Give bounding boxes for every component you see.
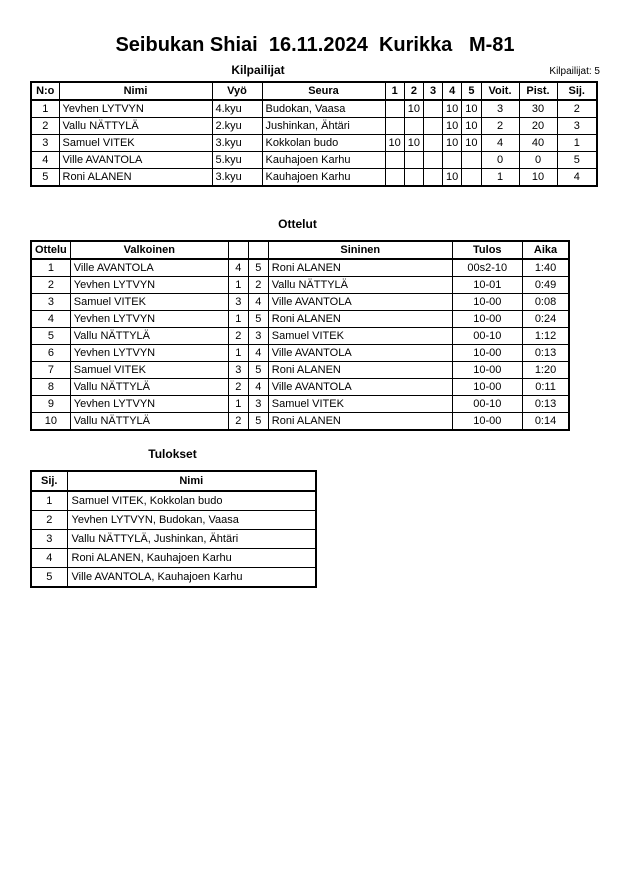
cell-result-name: Ville AVANTOLA, Kauhajoen Karhu [67, 568, 316, 588]
results-table [30, 470, 317, 588]
cell-result: 00-10 [452, 396, 522, 413]
cell-score-4: 10 [443, 118, 462, 135]
cell-voit: 3 [481, 100, 519, 118]
cell-blue-no: 4 [248, 345, 268, 362]
cell-vyo: 4.kyu [212, 100, 262, 118]
cell-voit: 0 [481, 152, 519, 169]
cell-time: 1:40 [522, 259, 569, 277]
cell-match-no: 3 [31, 294, 70, 311]
cell-time: 0:11 [522, 379, 569, 396]
cell-score-3 [424, 135, 443, 152]
header-aika: Aika [522, 241, 569, 259]
cell-match-no: 10 [31, 413, 70, 431]
cell-sij: 1 [557, 135, 597, 152]
cell-blue-no: 3 [248, 396, 268, 413]
cell-white-name: Samuel VITEK [70, 362, 228, 379]
cell-blue-no: 5 [248, 413, 268, 431]
cell-score-1 [385, 118, 404, 135]
cell-no: 2 [31, 118, 59, 135]
competitor-count-label: Kilpailijat: 5 [549, 66, 600, 77]
competitor-row [31, 100, 597, 118]
cell-result: 10-00 [452, 294, 522, 311]
cell-blue-no: 5 [248, 259, 268, 277]
cell-vyo: 3.kyu [212, 169, 262, 187]
cell-time: 0:24 [522, 311, 569, 328]
cell-nimi: Roni ALANEN [59, 169, 212, 187]
cell-time: 1:20 [522, 362, 569, 379]
cell-result-name: Vallu NÄTTYLÄ, Jushinkan, Ähtäri [67, 530, 316, 549]
cell-rank: 5 [31, 568, 67, 588]
cell-score-3 [424, 169, 443, 187]
cell-blue-name: Ville AVANTOLA [268, 345, 452, 362]
header-seura: Seura [262, 82, 385, 100]
cell-white-name: Samuel VITEK [70, 294, 228, 311]
cell-rank: 2 [31, 511, 67, 530]
cell-rank: 1 [31, 491, 67, 511]
cell-white-no: 1 [228, 345, 248, 362]
cell-white-no: 3 [228, 294, 248, 311]
cell-match-no: 8 [31, 379, 70, 396]
cell-score-2 [404, 152, 423, 169]
cell-score-5: 10 [462, 135, 481, 152]
cell-white-no: 3 [228, 362, 248, 379]
cell-blue-name: Samuel VITEK [268, 328, 452, 345]
cell-score-3 [424, 152, 443, 169]
header-ottelu: Ottelu [31, 241, 70, 259]
cell-time: 0:49 [522, 277, 569, 294]
cell-score-2: 10 [404, 135, 423, 152]
cell-result-name: Roni ALANEN, Kauhajoen Karhu [67, 549, 316, 568]
cell-seura: Jushinkan, Ähtäri [262, 118, 385, 135]
cell-sij: 3 [557, 118, 597, 135]
header-vyo: Vyö [212, 82, 262, 100]
section-title-results: Tulokset [148, 447, 197, 461]
match-row [31, 259, 569, 277]
cell-seura: Kauhajoen Karhu [262, 169, 385, 187]
cell-result: 10-00 [452, 311, 522, 328]
cell-score-4: 10 [443, 135, 462, 152]
cell-match-no: 4 [31, 311, 70, 328]
cell-white-name: Yevhen LYTVYN [70, 345, 228, 362]
results-header-row [31, 471, 316, 491]
match-row [31, 362, 569, 379]
cell-white-no: 2 [228, 328, 248, 345]
cell-score-3 [424, 100, 443, 118]
cell-white-no: 1 [228, 311, 248, 328]
header-score-1: 1 [385, 82, 404, 100]
cell-match-no: 1 [31, 259, 70, 277]
header-pist: Pist. [519, 82, 557, 100]
cell-score-5: 10 [462, 118, 481, 135]
match-row [31, 345, 569, 362]
cell-score-1: 10 [385, 135, 404, 152]
competitors-header-row [31, 82, 597, 100]
cell-result: 10-00 [452, 379, 522, 396]
cell-white-no: 4 [228, 259, 248, 277]
cell-blue-name: Roni ALANEN [268, 413, 452, 431]
cell-blue-no: 3 [248, 328, 268, 345]
result-row [31, 530, 316, 549]
header-nimi: Nimi [59, 82, 212, 100]
cell-score-1 [385, 169, 404, 187]
cell-nimi: Vallu NÄTTYLÄ [59, 118, 212, 135]
cell-seura: Budokan, Vaasa [262, 100, 385, 118]
cell-time: 0:08 [522, 294, 569, 311]
cell-vyo: 5.kyu [212, 152, 262, 169]
matches-header-row [31, 241, 569, 259]
cell-result: 10-00 [452, 345, 522, 362]
cell-blue-no: 4 [248, 294, 268, 311]
header-rank: Sij. [31, 471, 67, 491]
cell-blue-no: 5 [248, 311, 268, 328]
cell-pist: 0 [519, 152, 557, 169]
competitor-row [31, 135, 597, 152]
cell-white-name: Yevhen LYTVYN [70, 311, 228, 328]
match-row [31, 413, 569, 431]
header-sininen: Sininen [268, 241, 452, 259]
cell-time: 0:14 [522, 413, 569, 431]
header-voit: Voit. [481, 82, 519, 100]
matches-table [30, 240, 570, 431]
cell-pist: 20 [519, 118, 557, 135]
cell-score-5 [462, 169, 481, 187]
cell-white-name: Yevhen LYTVYN [70, 396, 228, 413]
cell-white-name: Ville AVANTOLA [70, 259, 228, 277]
cell-blue-name: Vallu NÄTTYLÄ [268, 277, 452, 294]
cell-result: 10-00 [452, 413, 522, 431]
cell-nimi: Ville AVANTOLA [59, 152, 212, 169]
cell-no: 1 [31, 100, 59, 118]
cell-result: 10-00 [452, 362, 522, 379]
match-row [31, 379, 569, 396]
competitors-table [30, 81, 598, 187]
cell-sij: 5 [557, 152, 597, 169]
cell-no: 5 [31, 169, 59, 187]
cell-nimi: Samuel VITEK [59, 135, 212, 152]
cell-match-no: 6 [31, 345, 70, 362]
header-valkoinen: Valkoinen [70, 241, 228, 259]
cell-blue-no: 5 [248, 362, 268, 379]
cell-voit: 2 [481, 118, 519, 135]
cell-voit: 4 [481, 135, 519, 152]
cell-score-1 [385, 152, 404, 169]
cell-match-no: 7 [31, 362, 70, 379]
cell-nimi: Yevhen LYTVYN [59, 100, 212, 118]
header-score-2: 2 [404, 82, 423, 100]
result-row [31, 511, 316, 530]
cell-score-4: 10 [443, 100, 462, 118]
cell-blue-name: Roni ALANEN [268, 259, 452, 277]
cell-no: 4 [31, 152, 59, 169]
cell-pist: 30 [519, 100, 557, 118]
cell-match-no: 9 [31, 396, 70, 413]
competitor-row [31, 169, 597, 187]
cell-score-2: 10 [404, 100, 423, 118]
cell-blue-name: Roni ALANEN [268, 362, 452, 379]
match-row [31, 328, 569, 345]
cell-white-no: 2 [228, 379, 248, 396]
cell-result: 00-10 [452, 328, 522, 345]
cell-sij: 4 [557, 169, 597, 187]
cell-score-2 [404, 169, 423, 187]
cell-result-name: Yevhen LYTVYN, Budokan, Vaasa [67, 511, 316, 530]
cell-blue-name: Roni ALANEN [268, 311, 452, 328]
match-row [31, 294, 569, 311]
header-white-no [228, 241, 248, 259]
header-result-nimi: Nimi [67, 471, 316, 491]
cell-vyo: 2.kyu [212, 118, 262, 135]
cell-score-1 [385, 100, 404, 118]
cell-voit: 1 [481, 169, 519, 187]
header-score-5: 5 [462, 82, 481, 100]
cell-time: 0:13 [522, 345, 569, 362]
cell-time: 0:13 [522, 396, 569, 413]
section-title-competitors: Kilpailijat [231, 63, 285, 77]
cell-vyo: 3.kyu [212, 135, 262, 152]
document-title: Seibukan Shiai 16.11.2024 Kurikka M-81 [115, 34, 515, 56]
cell-white-no: 2 [228, 413, 248, 431]
cell-blue-name: Ville AVANTOLA [268, 379, 452, 396]
cell-seura: Kokkolan budo [262, 135, 385, 152]
cell-white-name: Vallu NÄTTYLÄ [70, 379, 228, 396]
section-title-matches: Ottelut [278, 217, 317, 231]
cell-rank: 3 [31, 530, 67, 549]
cell-score-2 [404, 118, 423, 135]
cell-seura: Kauhajoen Karhu [262, 152, 385, 169]
cell-white-name: Vallu NÄTTYLÄ [70, 328, 228, 345]
header-blue-no [248, 241, 268, 259]
cell-score-5: 10 [462, 100, 481, 118]
cell-blue-name: Ville AVANTOLA [268, 294, 452, 311]
cell-score-4: 10 [443, 169, 462, 187]
result-row [31, 549, 316, 568]
header-no: N:o [31, 82, 59, 100]
cell-score-3 [424, 118, 443, 135]
match-row [31, 277, 569, 294]
cell-result-name: Samuel VITEK, Kokkolan budo [67, 491, 316, 511]
header-sij: Sij. [557, 82, 597, 100]
header-tulos: Tulos [452, 241, 522, 259]
cell-score-4 [443, 152, 462, 169]
cell-white-no: 1 [228, 396, 248, 413]
cell-blue-no: 4 [248, 379, 268, 396]
cell-no: 3 [31, 135, 59, 152]
cell-time: 1:12 [522, 328, 569, 345]
match-row [31, 396, 569, 413]
cell-match-no: 2 [31, 277, 70, 294]
result-row [31, 568, 316, 588]
cell-pist: 10 [519, 169, 557, 187]
cell-white-name: Vallu NÄTTYLÄ [70, 413, 228, 431]
cell-white-name: Yevhen LYTVYN [70, 277, 228, 294]
header-score-3: 3 [424, 82, 443, 100]
result-row [31, 491, 316, 511]
cell-pist: 40 [519, 135, 557, 152]
cell-sij: 2 [557, 100, 597, 118]
header-score-4: 4 [443, 82, 462, 100]
cell-result: 00s2-10 [452, 259, 522, 277]
cell-result: 10-01 [452, 277, 522, 294]
cell-rank: 4 [31, 549, 67, 568]
cell-white-no: 1 [228, 277, 248, 294]
competitor-row [31, 118, 597, 135]
cell-blue-name: Samuel VITEK [268, 396, 452, 413]
cell-match-no: 5 [31, 328, 70, 345]
competitor-row [31, 152, 597, 169]
cell-score-5 [462, 152, 481, 169]
cell-blue-no: 2 [248, 277, 268, 294]
competitors-header-band [0, 63, 630, 79]
match-row [31, 311, 569, 328]
